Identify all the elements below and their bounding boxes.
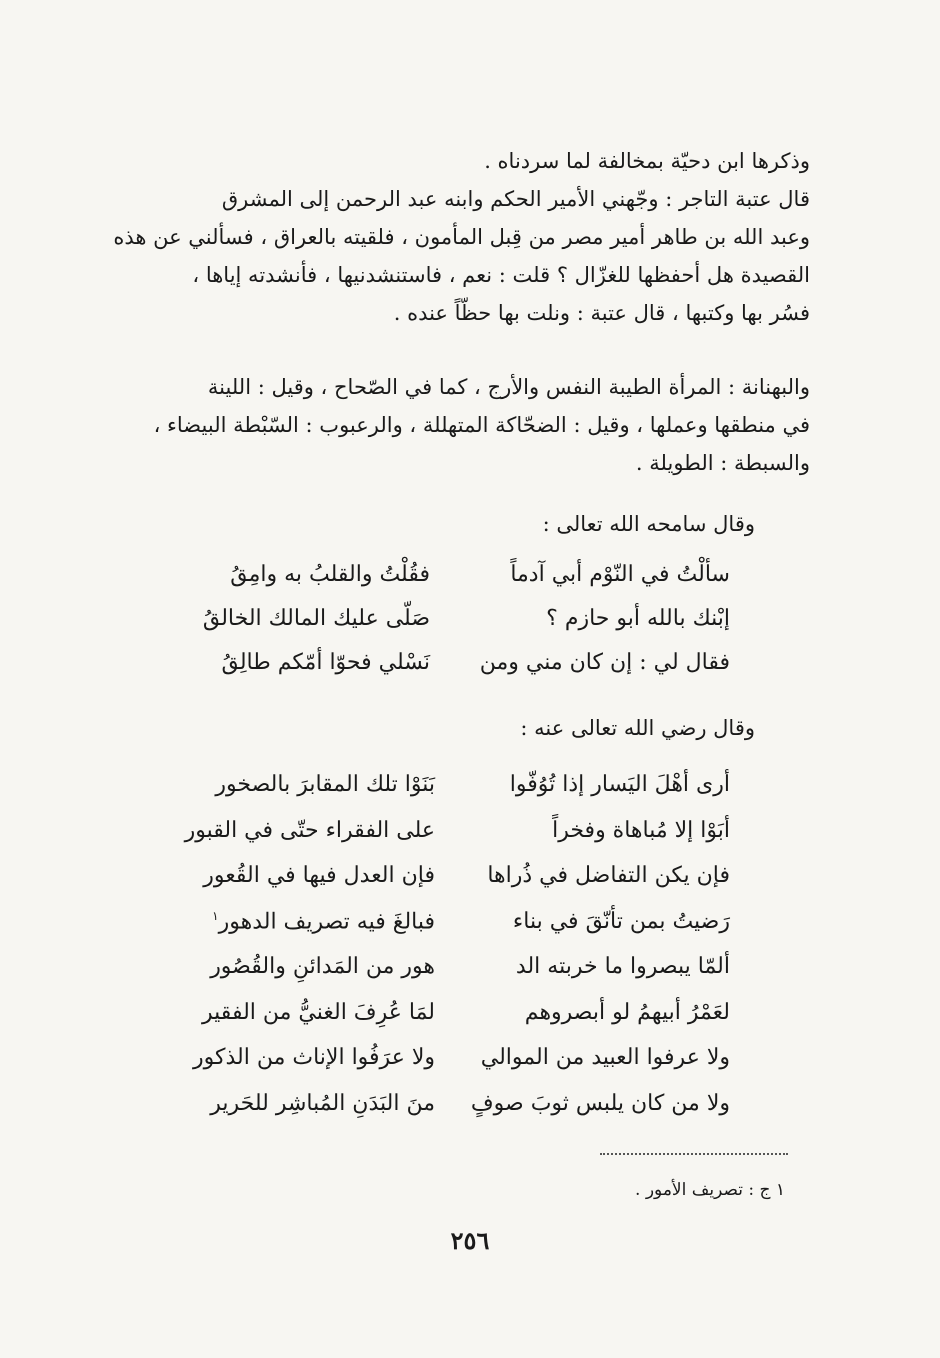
poem-1: [170, 562, 730, 694]
first-hemistich: ولا عرفوا العبيد من الموالي: [480, 1045, 730, 1070]
first-hemistich: رَضيتُ بمن تأنّقَ في بناء: [512, 908, 730, 934]
second-hemistich: فقُلْتُ والقلبُ به وامِقُ: [230, 562, 430, 587]
verse: [170, 650, 730, 694]
intro-line: [100, 142, 810, 180]
verse: [150, 772, 730, 818]
verse: [150, 863, 730, 909]
second-hemistich: [212, 909, 435, 934]
second-hemistich: نَسْلي فحوّا أمّكم طالِقُ: [221, 650, 430, 675]
first-hemistich: ألمّا يبصروا ما خربته الد: [515, 954, 730, 979]
paragraph-line: والبهنانة : المرأة الطيبة النفس والأرج ، كما في الصّحاح ، وقيل : اللينة: [207, 375, 810, 399]
paragraph-line: قال عتبة التاجر : وجّهني الأمير الحكم وابنه عبد الرحمن إلى المشرق: [221, 187, 810, 211]
second-hemistich: منَ البَدَنِ المُباشِر للحَرير: [210, 1090, 435, 1116]
paragraph-line: وعبد الله بن طاهر أمير مصر من قِبل المأمون ، فلقيته بالعراق ، فسألني عن هذه: [113, 225, 810, 249]
second-hemistich: فإن العدل فيها في القُعور: [203, 863, 435, 888]
paragraph-utba: [100, 180, 810, 332]
verse: [150, 1045, 730, 1091]
paragraph-line: القصيدة هل أحفظها للغزّال ؟ قلت : نعم ، فاستنشدنيها ، فأنشدته إياها ،: [192, 263, 810, 287]
footnote-marker: ١: [212, 908, 219, 923]
intro-text: وذكرها ابن دحيّة بمخالفة لما سردناه .: [484, 149, 810, 173]
second-hemistich: صَلّى عليك المالك الخالقُ: [202, 606, 430, 631]
verse: [150, 954, 730, 1000]
verse: [170, 562, 730, 606]
first-hemistich: فإن يكن التفاضل في ذُراها: [487, 863, 730, 888]
paragraph-line: فسُر بها وكتبها ، قال عتبة : ونلت بها حظّاً عنده .: [393, 301, 810, 325]
paragraph-line: والسبطة : الطويلة .: [635, 451, 810, 475]
first-hemistich: إبْنك بالله أبو حازم ؟: [546, 606, 730, 631]
verse: [150, 818, 730, 864]
poem-heading-2: وقال رضي الله تعالى عنه :: [520, 716, 755, 740]
hemistich-text: فبالغَ فيه تصريف الدهور: [218, 908, 435, 934]
second-hemistich: بَنَوْا تلك المقابرَ بالصخور: [215, 772, 435, 797]
page-number: ٢٥٦: [450, 1226, 490, 1255]
paragraph-line: في منطقها وعملها ، وقيل : الضحّاكة المتهللة ، والرعبوب : السّبْطة البيضاء ،: [153, 413, 810, 437]
second-hemistich: لمَا عُرِفَ الغنيُّ من الفقير: [202, 999, 435, 1025]
second-hemistich: على الفقراء حتّى في القبور: [184, 817, 435, 843]
first-hemistich: ولا من كان يلبس ثوبَ صوفٍ: [470, 1090, 730, 1116]
footnote: ١ ج : تصريف الأمور .: [635, 1180, 785, 1200]
verse: [150, 909, 730, 955]
poem-heading-1: وقال سامحه الله تعالى :: [542, 512, 755, 536]
poem-2: [150, 772, 730, 1136]
first-hemistich: أرى أهْلَ اليَسار إذا تُوُفّوا: [509, 772, 730, 797]
paragraph-glossary: [100, 368, 810, 482]
second-hemistich: ولا عرَفُوا الإناث من الذكور: [193, 1045, 435, 1070]
first-hemistich: أبَوْا إلا مُباهاة وفخراً: [552, 817, 730, 843]
verse: [170, 606, 730, 650]
second-hemistich: هور من المَدائنِ والقُصُور: [210, 954, 435, 979]
first-hemistich: سألْتُ في النّوْم أبي آدماً: [510, 562, 730, 587]
verse: [150, 1000, 730, 1046]
footnote-divider: [600, 1153, 788, 1155]
verse: [150, 1091, 730, 1137]
first-hemistich: لعَمْرُ أبيهمُ لو أبصروهم: [524, 999, 730, 1025]
first-hemistich: فقال لي : إن كان مني ومن: [479, 650, 730, 675]
